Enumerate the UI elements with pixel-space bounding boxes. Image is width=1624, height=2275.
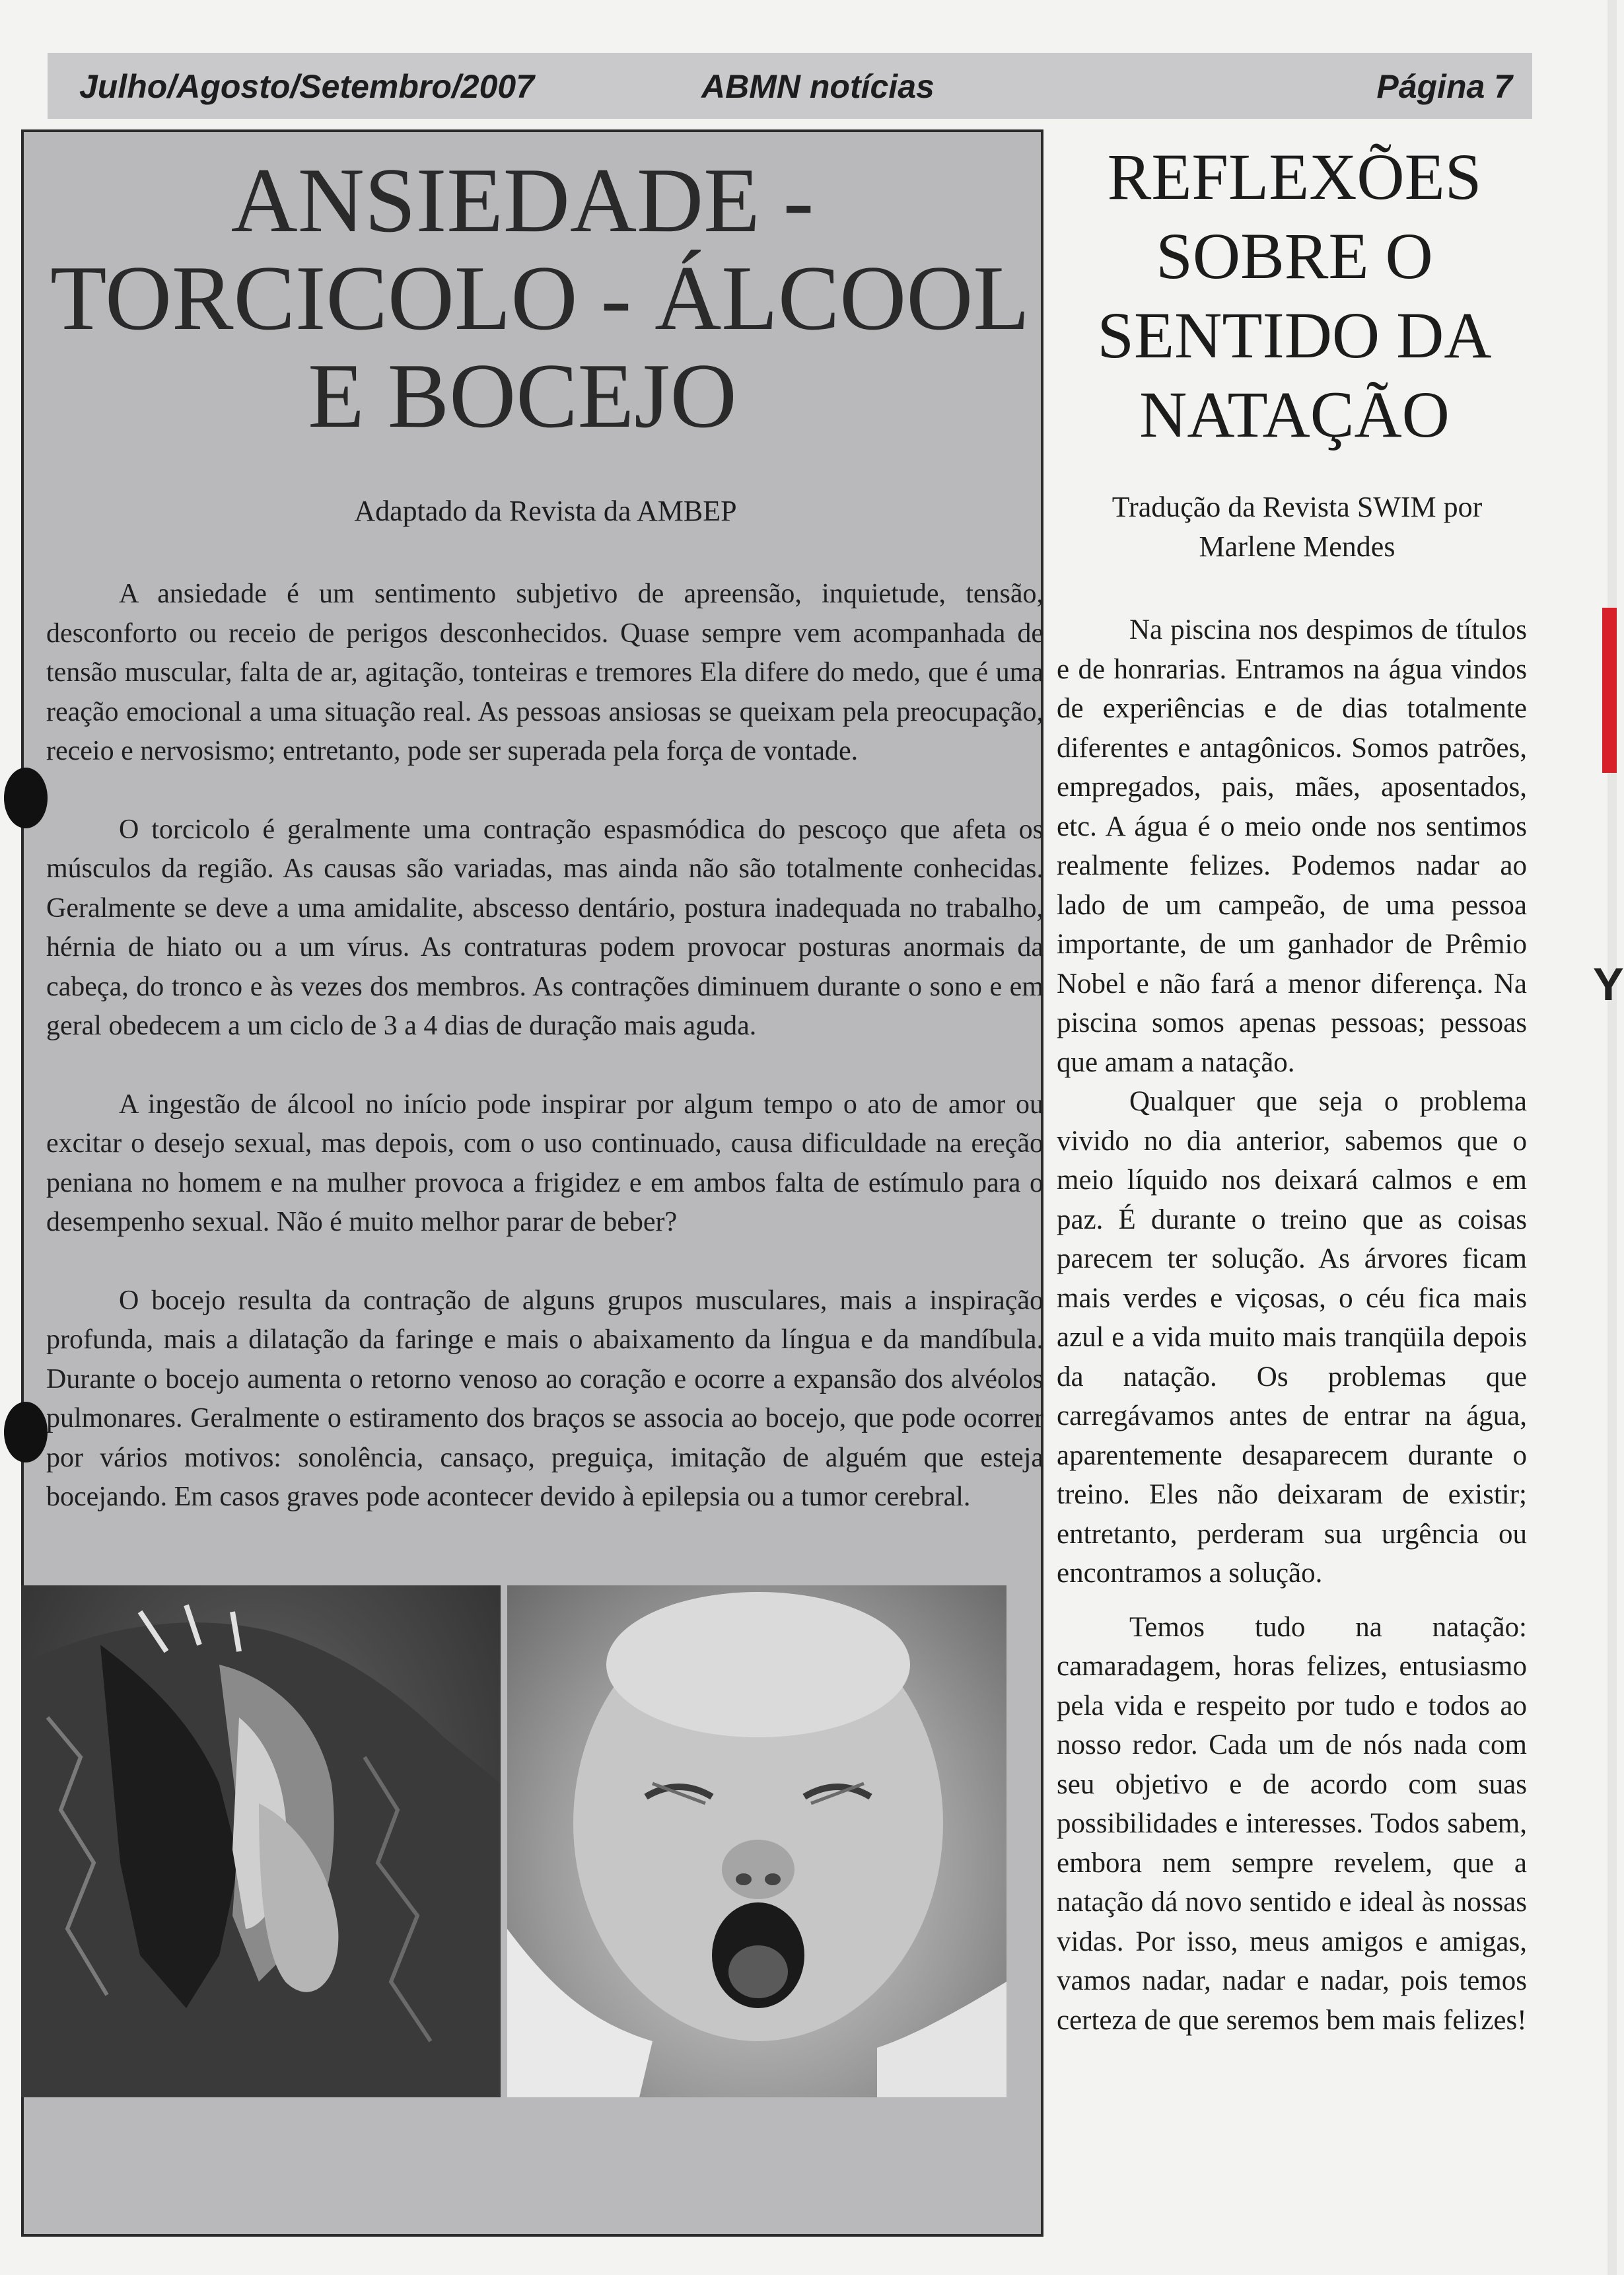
right-article-title <box>1057 137 1532 454</box>
binder-punch-hole <box>4 768 48 828</box>
left-article-title <box>50 149 1030 447</box>
right-credit-line: Marlene Mendes <box>1199 530 1395 563</box>
paragraph-alcool: A ingestão de álcool no início pode inspirar por algum tempo o ato de amor ou excitar o desejo sexual, mas depois, com o uso continuado, causa dificuldade na ereção peniana no homem e na mulher provoca a frigidez e em ambos falta de estímulo para o desempenho sexual. Não é muito melhor parar de beber? <box>46 1089 1043 1237</box>
right-title-line: SOBRE O <box>1156 219 1433 293</box>
right-title-line: REFLEXÕES <box>1107 140 1482 213</box>
left-title-line: ANSIEDADE - <box>230 149 814 252</box>
right-title-line: NATAÇÃO <box>1139 378 1450 451</box>
header-date: Julho/Agosto/Setembro/2007 <box>79 68 535 105</box>
left-title-line: E BOCEJO <box>308 345 737 447</box>
yawning-baby-photo <box>507 1585 1006 2097</box>
left-article-credit: Adaptado da Revista da AMBEP <box>354 495 737 527</box>
right-title-line: SENTIDO DA <box>1097 299 1492 372</box>
page-header <box>48 53 1532 119</box>
page-edge <box>1607 0 1617 2275</box>
left-title-line: TORCICOLO - ÁLCOOL <box>50 247 1030 349</box>
paragraph-bocejo: O bocejo resulta da contração de alguns grupos musculares, mais a inspiração profunda, mais a dilatação da faringe e mais o abaixamento da língua e da mandíbula. Durante o bocejo aumenta o retorno venoso ao coração e ocorre a expansão dos alvéolos pulmonares. Geralmente o estiramento dos braços se associa ao bocejo, que pode ocorrer por vários motivos: sonolência, cansaço, preguiça, imitação de alguém que esteja bocejando. Em casos graves pode acontecer devido à epilepsia ou a tumor cerebral. <box>46 1285 1043 1512</box>
bleed-through-letter: Y <box>1593 958 1624 1010</box>
paragraph-ansiedade: A ansiedade é um sentimento subjetivo de apreensão, inquietude, tensão, desconforto ou receio de perigos desconhecidos. Quase sempre vem acompanhada de tensão muscular, falta de ar, agitação, tonteiras e tremores Ela difere do medo, que é uma reação emocional a uma situação real. As pessoas ansiosas se queixam pela preocupação, receio e nervosismo; entretanto, pode ser superada pela força de vontade. <box>46 579 1043 766</box>
red-edge-tab <box>1602 608 1617 773</box>
header-publication: ABMN notícias <box>701 68 935 105</box>
yawning-lion-photo <box>21 1585 501 2097</box>
paragraph-piscina: Na piscina nos despimos de títulos e de honrarias. Entramos na água vindos de experiências e de dias totalmente diferentes e antagônicos. Somos patrões, empregados, pais, mães, aposentados, etc. A água é o meio onde nos sentimos realmente felizes. Podemos nadar ao lado de um campeão, de uma pessoa importante, de um ganhador de Prêmio Nobel e não fará a menor diferença. Na piscina somos apenas pessoas; pessoas que amam a natação. <box>1057 614 1527 1078</box>
right-article-credit <box>1059 487 1535 567</box>
paragraph-problema: Qualquer que seja o problema vivido no dia anterior, sabemos que o meio líquido nos deixará calmos e em paz. É durante o treino que as coisas parecem ter solução. As árvores ficam mais verdes e viçosas, o céu fica mais azul e a vida muito mais tranqüila depois da natação. Os problemas que carregávamos antes de entrar na água, aparentemente desaparecem durante o treino. Eles não deixaram de existir; entretanto, perderam sua urgência ou encontramos a solução. <box>1057 1086 1527 1589</box>
right-article-body <box>1057 610 1527 2040</box>
right-credit-line: Tradução da Revista SWIM por <box>1112 491 1483 523</box>
header-page-number: Página 7 <box>1376 68 1512 105</box>
paragraph-natacao: Temos tudo na natação: camaradagem, horas felizes, entusiasmo pela vida e respeito por tudo e todos ao nosso redor. Cada um de nós nada com seu objetivo e de acordo com suas possibilidades e interesses. Todos sabem, embora nem sempre revelem, que a natação dá novo sentido e ideal às nossas vidas. Por isso, meus amigos e amigas, vamos nadar, nadar e nadar, pois temos certeza de que seremos bem mais felizes! <box>1057 1611 1527 2036</box>
left-article-body <box>46 575 1043 1556</box>
paragraph-torcicolo: O torcicolo é geralmente uma contração espasmódica do pescoço que afeta os músculos da região. As causas são variadas, mas ainda não são totalmente conhecidas. Geralmente se deve a uma amidalite, abscesso dentário, postura inadequada no trabalho, hérnia de hiato ou a um vírus. As contraturas podem provocar posturas anormais da cabeça, do tronco e às vezes dos membros. As contrações diminuem durante o sono e em geral obedecem a um ciclo de 3 a 4 dias de duração mais aguda. <box>46 814 1043 1041</box>
binder-punch-hole <box>4 1402 48 1462</box>
